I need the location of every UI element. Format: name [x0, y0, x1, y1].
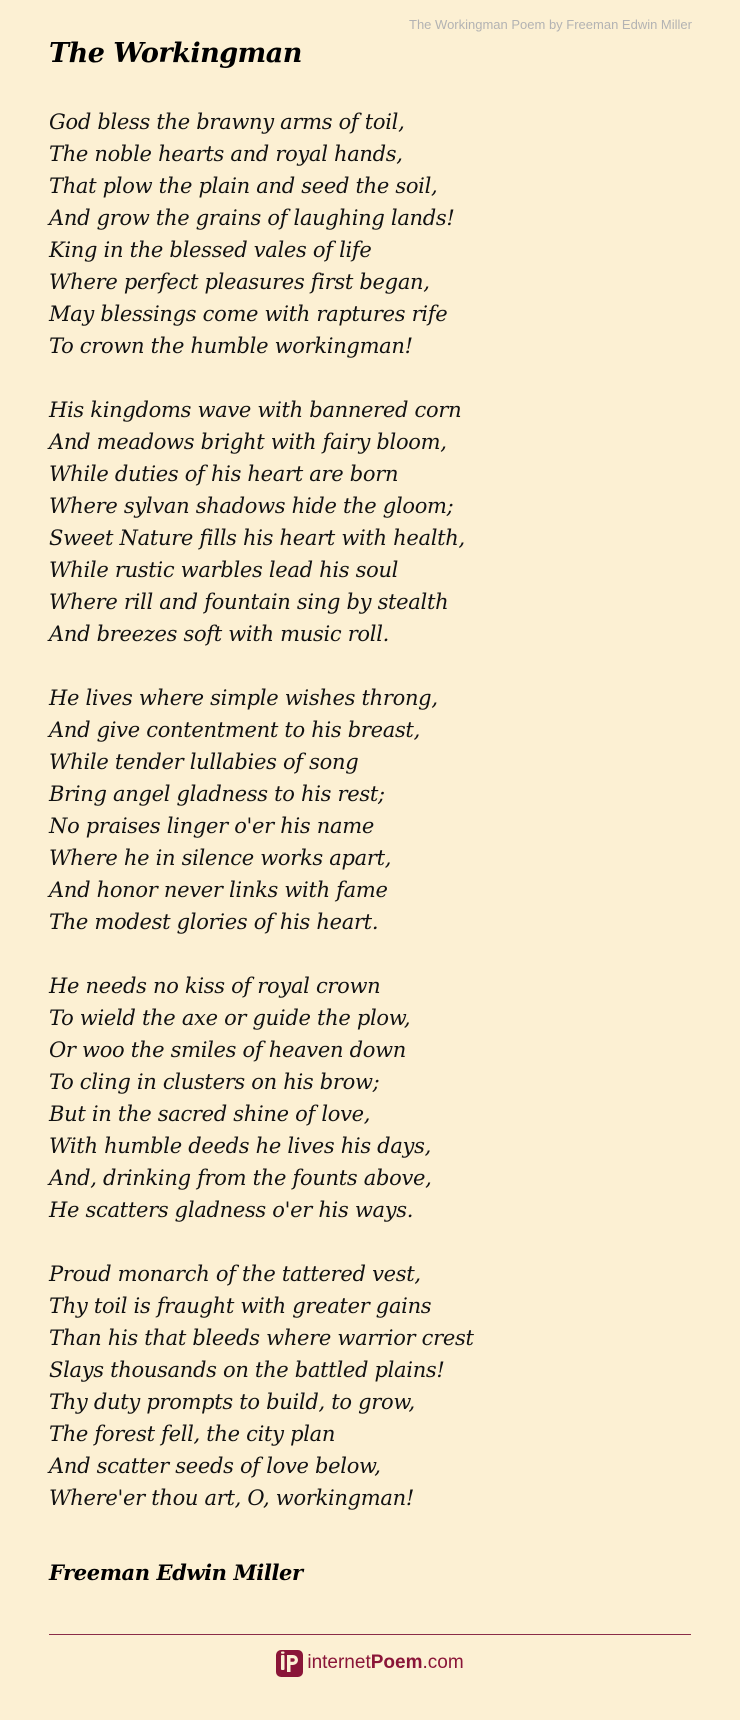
poem-line: Where sylvan shadows hide the gloom; — [49, 494, 454, 518]
stanza-1 — [49, 106, 709, 362]
stanza-5 — [49, 1258, 709, 1514]
stanza-4 — [49, 970, 709, 1226]
poem-line: While rustic warbles lead his soul — [49, 558, 399, 582]
poem-line: To cling in clusters on his brow; — [49, 1070, 380, 1094]
poem-line: Sweet Nature fills his heart with health, — [49, 526, 465, 550]
internetpoem-logo-icon[interactable] — [276, 1650, 303, 1677]
poem-line: The forest fell, the city plan — [49, 1422, 336, 1446]
site-name-prefix: internet — [307, 1652, 371, 1673]
site-name-suffix: .com — [422, 1652, 464, 1673]
poem-author: Freeman Edwin Miller — [49, 1560, 303, 1585]
site-name-brand: Poem — [370, 1652, 423, 1673]
poem-title: The Workingman — [49, 38, 302, 69]
poem-line: He scatters gladness o'er his ways. — [49, 1198, 414, 1222]
poem-line: To wield the axe or guide the plow, — [49, 1006, 411, 1030]
poem-line: But in the sacred shine of love, — [49, 1102, 371, 1126]
poem-line: King in the blessed vales of life — [49, 238, 372, 262]
poem-credit-header: The Workingman Poem by Freeman Edwin Miller — [409, 17, 692, 32]
poem-line: He lives where simple wishes throng, — [49, 686, 438, 710]
poem-line: Where he in silence works apart, — [49, 846, 392, 870]
poem-line: Thy toil is fraught with greater gains — [49, 1294, 432, 1318]
poem-line: And give contentment to his breast, — [49, 718, 420, 742]
poem-line: Proud monarch of the tattered vest, — [49, 1262, 421, 1286]
poem-line: And breezes soft with music roll. — [49, 622, 389, 646]
poem-line: Where'er thou art, O, workingman! — [49, 1486, 414, 1510]
poem-line: God bless the brawny arms of toil, — [49, 110, 405, 134]
poem-line: The noble hearts and royal hands, — [49, 142, 403, 166]
poem-line: And scatter seeds of love below, — [49, 1454, 381, 1478]
poem-line: May blessings come with raptures rife — [49, 302, 448, 326]
poem-line: The modest glories of his heart. — [49, 910, 379, 934]
poem-line: Than his that bleeds where warrior crest — [49, 1326, 474, 1350]
poem-line: And, drinking from the founts above, — [49, 1166, 432, 1190]
poem-line: And grow the grains of laughing lands! — [49, 206, 455, 230]
stanza-2 — [49, 394, 709, 650]
poem-line: Where perfect pleasures first began, — [49, 270, 430, 294]
poem-line: No praises linger o'er his name — [49, 814, 374, 838]
poem-line: Where rill and fountain sing by stealth — [49, 590, 449, 614]
poem-line: Bring angel gladness to his rest; — [49, 782, 385, 806]
footer-divider — [49, 1634, 691, 1635]
poem-line: Thy duty prompts to build, to grow, — [49, 1390, 415, 1414]
site-footer — [0, 1645, 740, 1681]
poem-line: Slays thousands on the battled plains! — [49, 1358, 445, 1382]
site-name-link[interactable] — [307, 1645, 463, 1681]
poem-line: While duties of his heart are born — [49, 462, 399, 486]
poem-line: To crown the humble workingman! — [49, 334, 413, 358]
poem-line: He needs no kiss of royal crown — [49, 974, 381, 998]
poem-line: Or woo the smiles of heaven down — [49, 1038, 406, 1062]
poem-line: His kingdoms wave with bannered corn — [49, 398, 462, 422]
poem-body — [49, 106, 709, 1546]
poem-line: While tender lullabies of song — [49, 750, 359, 774]
poem-line: With humble deeds he lives his days, — [49, 1134, 431, 1158]
poem-line: That plow the plain and seed the soil, — [49, 174, 438, 198]
stanza-3 — [49, 682, 709, 938]
poem-line: And honor never links with fame — [49, 878, 388, 902]
poem-line: And meadows bright with fairy bloom, — [49, 430, 447, 454]
